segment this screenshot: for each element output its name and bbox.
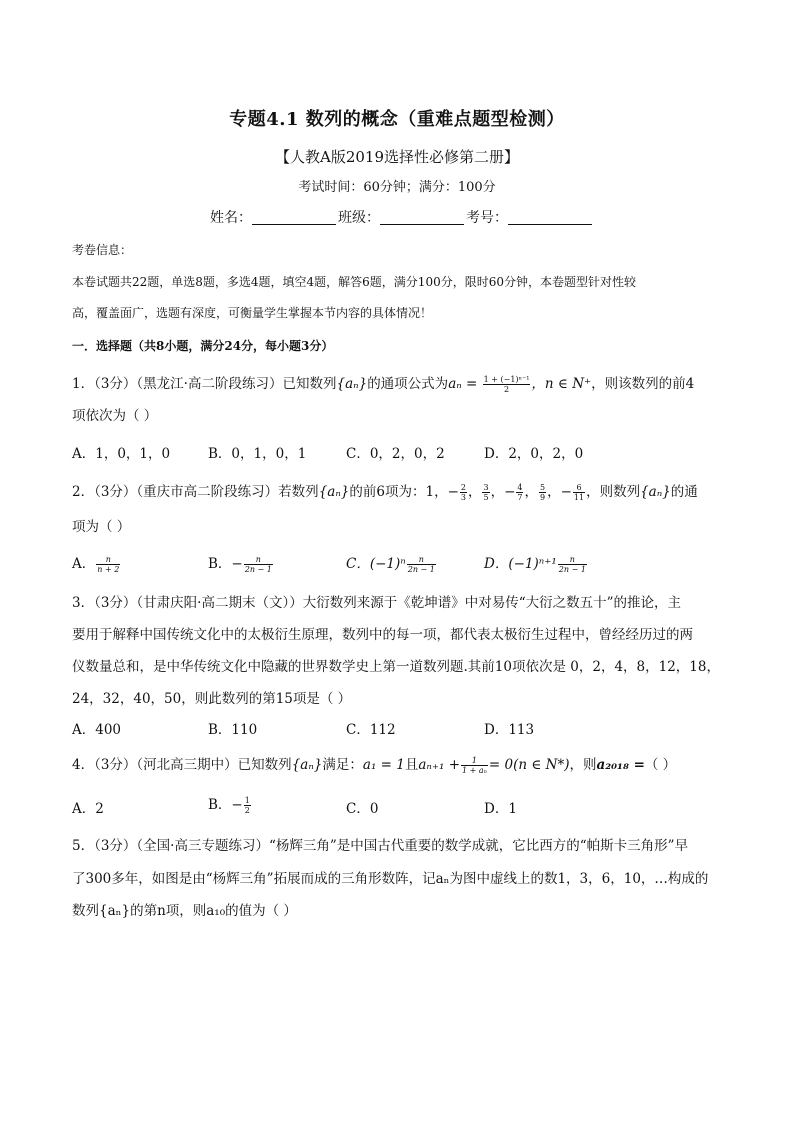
- q4-opt-b-num: 1: [244, 796, 250, 805]
- q1-option-a[interactable]: A．1，0，1，0: [72, 446, 171, 462]
- exam-info-heading: 考卷信息：: [72, 243, 133, 257]
- q2-term-frac5: [573, 483, 585, 502]
- q2-term-frac3: [516, 483, 523, 502]
- q4-opt-b-label: B．−: [208, 797, 243, 813]
- q2-comma4: ，−: [547, 484, 572, 500]
- q2-opt-a-label: A．: [72, 556, 96, 572]
- q2-opt-c-num: n: [407, 555, 436, 565]
- q1-tail: ，则该数列的前4: [591, 376, 695, 392]
- q2-t1-num: 2: [460, 483, 466, 492]
- q3-option-b[interactable]: B．110: [208, 722, 258, 738]
- q4-opt-b-den: 2: [244, 806, 250, 815]
- q4-paren: （ ）: [644, 757, 677, 773]
- q4-fraction: [461, 756, 488, 775]
- q4-frac-den: 1 + aₙ: [462, 766, 487, 775]
- q4-mid: 满足：: [322, 757, 363, 773]
- class-blank[interactable]: [380, 210, 464, 225]
- q1-seq: {aₙ}: [336, 376, 368, 392]
- q1-prefix: 1．（3分）（黑龙江·高二阶段练习）已知数列: [72, 376, 337, 392]
- q4-seq: {aₙ}: [291, 757, 323, 773]
- q4-option-a[interactable]: A．2: [72, 801, 104, 817]
- q3-option-c[interactable]: C．112: [346, 722, 396, 738]
- q4-opt-b-frac: [244, 796, 251, 815]
- q2-tail: ，则数列: [586, 484, 641, 500]
- q2-term-frac1: [460, 483, 467, 502]
- question-3-line1: 3．（3分）（甘肃庆阳·高二期末（文））大衍数列来源于《乾坤谱》中对易传“大衍之数五十”的推论，主: [72, 595, 682, 611]
- q2-mid: 的前6项为：1，: [349, 484, 448, 500]
- subtitle: 【人教A版2019选择性必修第二册】: [274, 148, 519, 166]
- q2-comma2: ，−: [490, 484, 516, 500]
- q1-option-d[interactable]: D．2，0，2，0: [484, 446, 584, 462]
- student-fields: [210, 207, 594, 227]
- q2-t3-den: 7: [517, 493, 523, 502]
- q1-option-c[interactable]: C．0，2，0，2: [346, 446, 445, 462]
- q4-option-c[interactable]: C．0: [346, 801, 379, 817]
- question-2-line1: [72, 480, 698, 502]
- q2-opt-d-frac: [558, 555, 587, 574]
- question-1-line2: 项依次为（ ）: [72, 408, 158, 424]
- q4-cond2b: = 0(n ∈ N*): [488, 757, 570, 773]
- q2-opt-b-frac: [244, 555, 273, 574]
- q2-opt-a-num: n: [96, 555, 120, 565]
- q4-tail: ，则: [569, 757, 597, 773]
- q2-seq: {aₙ}: [318, 484, 350, 500]
- q4-ask: a₂₀₁₈ =: [596, 757, 645, 773]
- q3-option-d[interactable]: D．113: [484, 722, 535, 738]
- number-blank[interactable]: [508, 210, 592, 225]
- q2-option-b[interactable]: [208, 552, 274, 574]
- q3-option-a[interactable]: A．400: [72, 722, 122, 738]
- q4-option-b[interactable]: [208, 793, 252, 815]
- question-3-line4: 24，32，40，50，则此数列的第15项是（ ）: [72, 691, 352, 707]
- q2-opt-d-num: n: [558, 555, 587, 565]
- question-5-line2: 了300多年，如图是由“杨辉三角”拓展而成的三角形数阵，记aₙ为图中虚线上的数1，3，6，10，…构成的: [72, 871, 709, 887]
- q1-mid: 的通项公式为: [367, 376, 449, 392]
- q2-opt-b-num: n: [244, 555, 273, 565]
- q2-t4-den: 9: [539, 493, 546, 502]
- q2-opt-d-den: 2n − 1: [558, 565, 586, 574]
- q2-comma3: ，: [524, 484, 538, 500]
- question-5-line3: 数列{aₙ}的第n项，则a₁₀的值为（ ）: [72, 903, 297, 919]
- q2-t5-den: 11: [573, 493, 585, 502]
- q1-lhs: aₙ =: [448, 376, 478, 392]
- question-5-line1: 5．（3分）（全国·高三专题练习）“杨辉三角”是中国古代重要的数学成就，它比西方的“帕斯卡三角形”早: [72, 838, 689, 854]
- exam-info-line1: 本卷试题共22题，单选8题，多选4题，填空4题，解答6题，满分100分，限时60分钟，本卷题型针对性较: [72, 275, 636, 289]
- question-3-line2: 要用于解释中国传统文化中的太极衍生原理，数列中的每一项，都代表太极衍生过程中，曾经经历过的两: [72, 627, 693, 643]
- q4-prefix: 4．（3分）（河北高三期中）已知数列: [72, 757, 292, 773]
- q2-t3-num: 4: [517, 483, 523, 492]
- question-4-line1: [72, 753, 676, 775]
- question-3-line3: 仪数量总和，是中华传统文化中隐藏的世界数学史上第一道数列题.其前10项依次是 0，2，4，8，12，18，: [72, 659, 720, 675]
- q2-t5-num: 6: [573, 483, 585, 493]
- q2-term-frac4: [539, 483, 546, 502]
- name-blank[interactable]: [252, 210, 336, 225]
- q2-term-sign1: −: [447, 484, 459, 500]
- q2-term-frac2: [482, 483, 489, 502]
- class-label: 班级：: [338, 210, 380, 226]
- question-2-line2: 项为（ ）: [72, 519, 131, 535]
- q4-and: 且: [404, 757, 419, 773]
- q4-cond1: a₁ = 1: [362, 757, 405, 773]
- name-label: 姓名：: [210, 210, 252, 226]
- page-title: 专题4.1 数列的概念（重难点题型检测）: [229, 109, 565, 130]
- q2-option-d[interactable]: [484, 552, 588, 574]
- q2-seq2: {aₙ}: [640, 484, 671, 500]
- q4-option-d[interactable]: D．1: [484, 801, 517, 817]
- q4-frac-num: 1: [461, 756, 488, 766]
- q2-t2-num: 3: [483, 483, 489, 492]
- question-1-line1: [72, 372, 694, 394]
- q2-opt-a-den: n + 2: [97, 565, 120, 574]
- exam-info-line2: 高，覆盖面广，选题有深度，可衡量学生掌握本节内容的具体情况！: [72, 306, 433, 320]
- q2-opt-c-den: 2n − 1: [407, 565, 435, 574]
- q1-frac-den: 2: [503, 385, 510, 394]
- q2-prefix: 2．（3分）（重庆市高二阶段练习）若数列: [72, 484, 319, 500]
- q1-fraction: [483, 375, 531, 394]
- q2-opt-d-label: D．(−1)ⁿ⁺¹: [484, 556, 557, 572]
- q2-opt-c-label: C．(−1)ⁿ: [346, 556, 406, 572]
- q2-opt-a-frac: [96, 555, 120, 574]
- number-label: 考号：: [466, 210, 508, 226]
- q2-opt-c-frac: [407, 555, 436, 574]
- time-info: 考试时间：60分钟；满分：100分: [298, 180, 496, 195]
- section-heading: 一．选择题（共8小题，满分24分，每小题3分）: [72, 339, 334, 353]
- q2-opt-b-label: B．−: [208, 556, 243, 572]
- q1-option-b[interactable]: B．0，1，0，1: [208, 446, 307, 462]
- q2-t4-num: 5: [539, 483, 546, 492]
- q1-cond: ，n ∈ N⁺: [531, 376, 592, 392]
- q2-tail2: 的通: [670, 484, 698, 500]
- q2-opt-b-den: 2n − 1: [244, 565, 272, 574]
- q2-option-a[interactable]: [72, 552, 121, 574]
- q2-t2-den: 5: [483, 493, 489, 502]
- q2-option-c[interactable]: [346, 552, 437, 574]
- q1-frac-num: 1 + (−1)ⁿ⁻¹: [483, 375, 530, 384]
- q4-cond2a: aₙ₊₁ +: [418, 757, 461, 773]
- q2-comma1: ，: [467, 484, 482, 500]
- q2-t1-den: 3: [460, 493, 466, 502]
